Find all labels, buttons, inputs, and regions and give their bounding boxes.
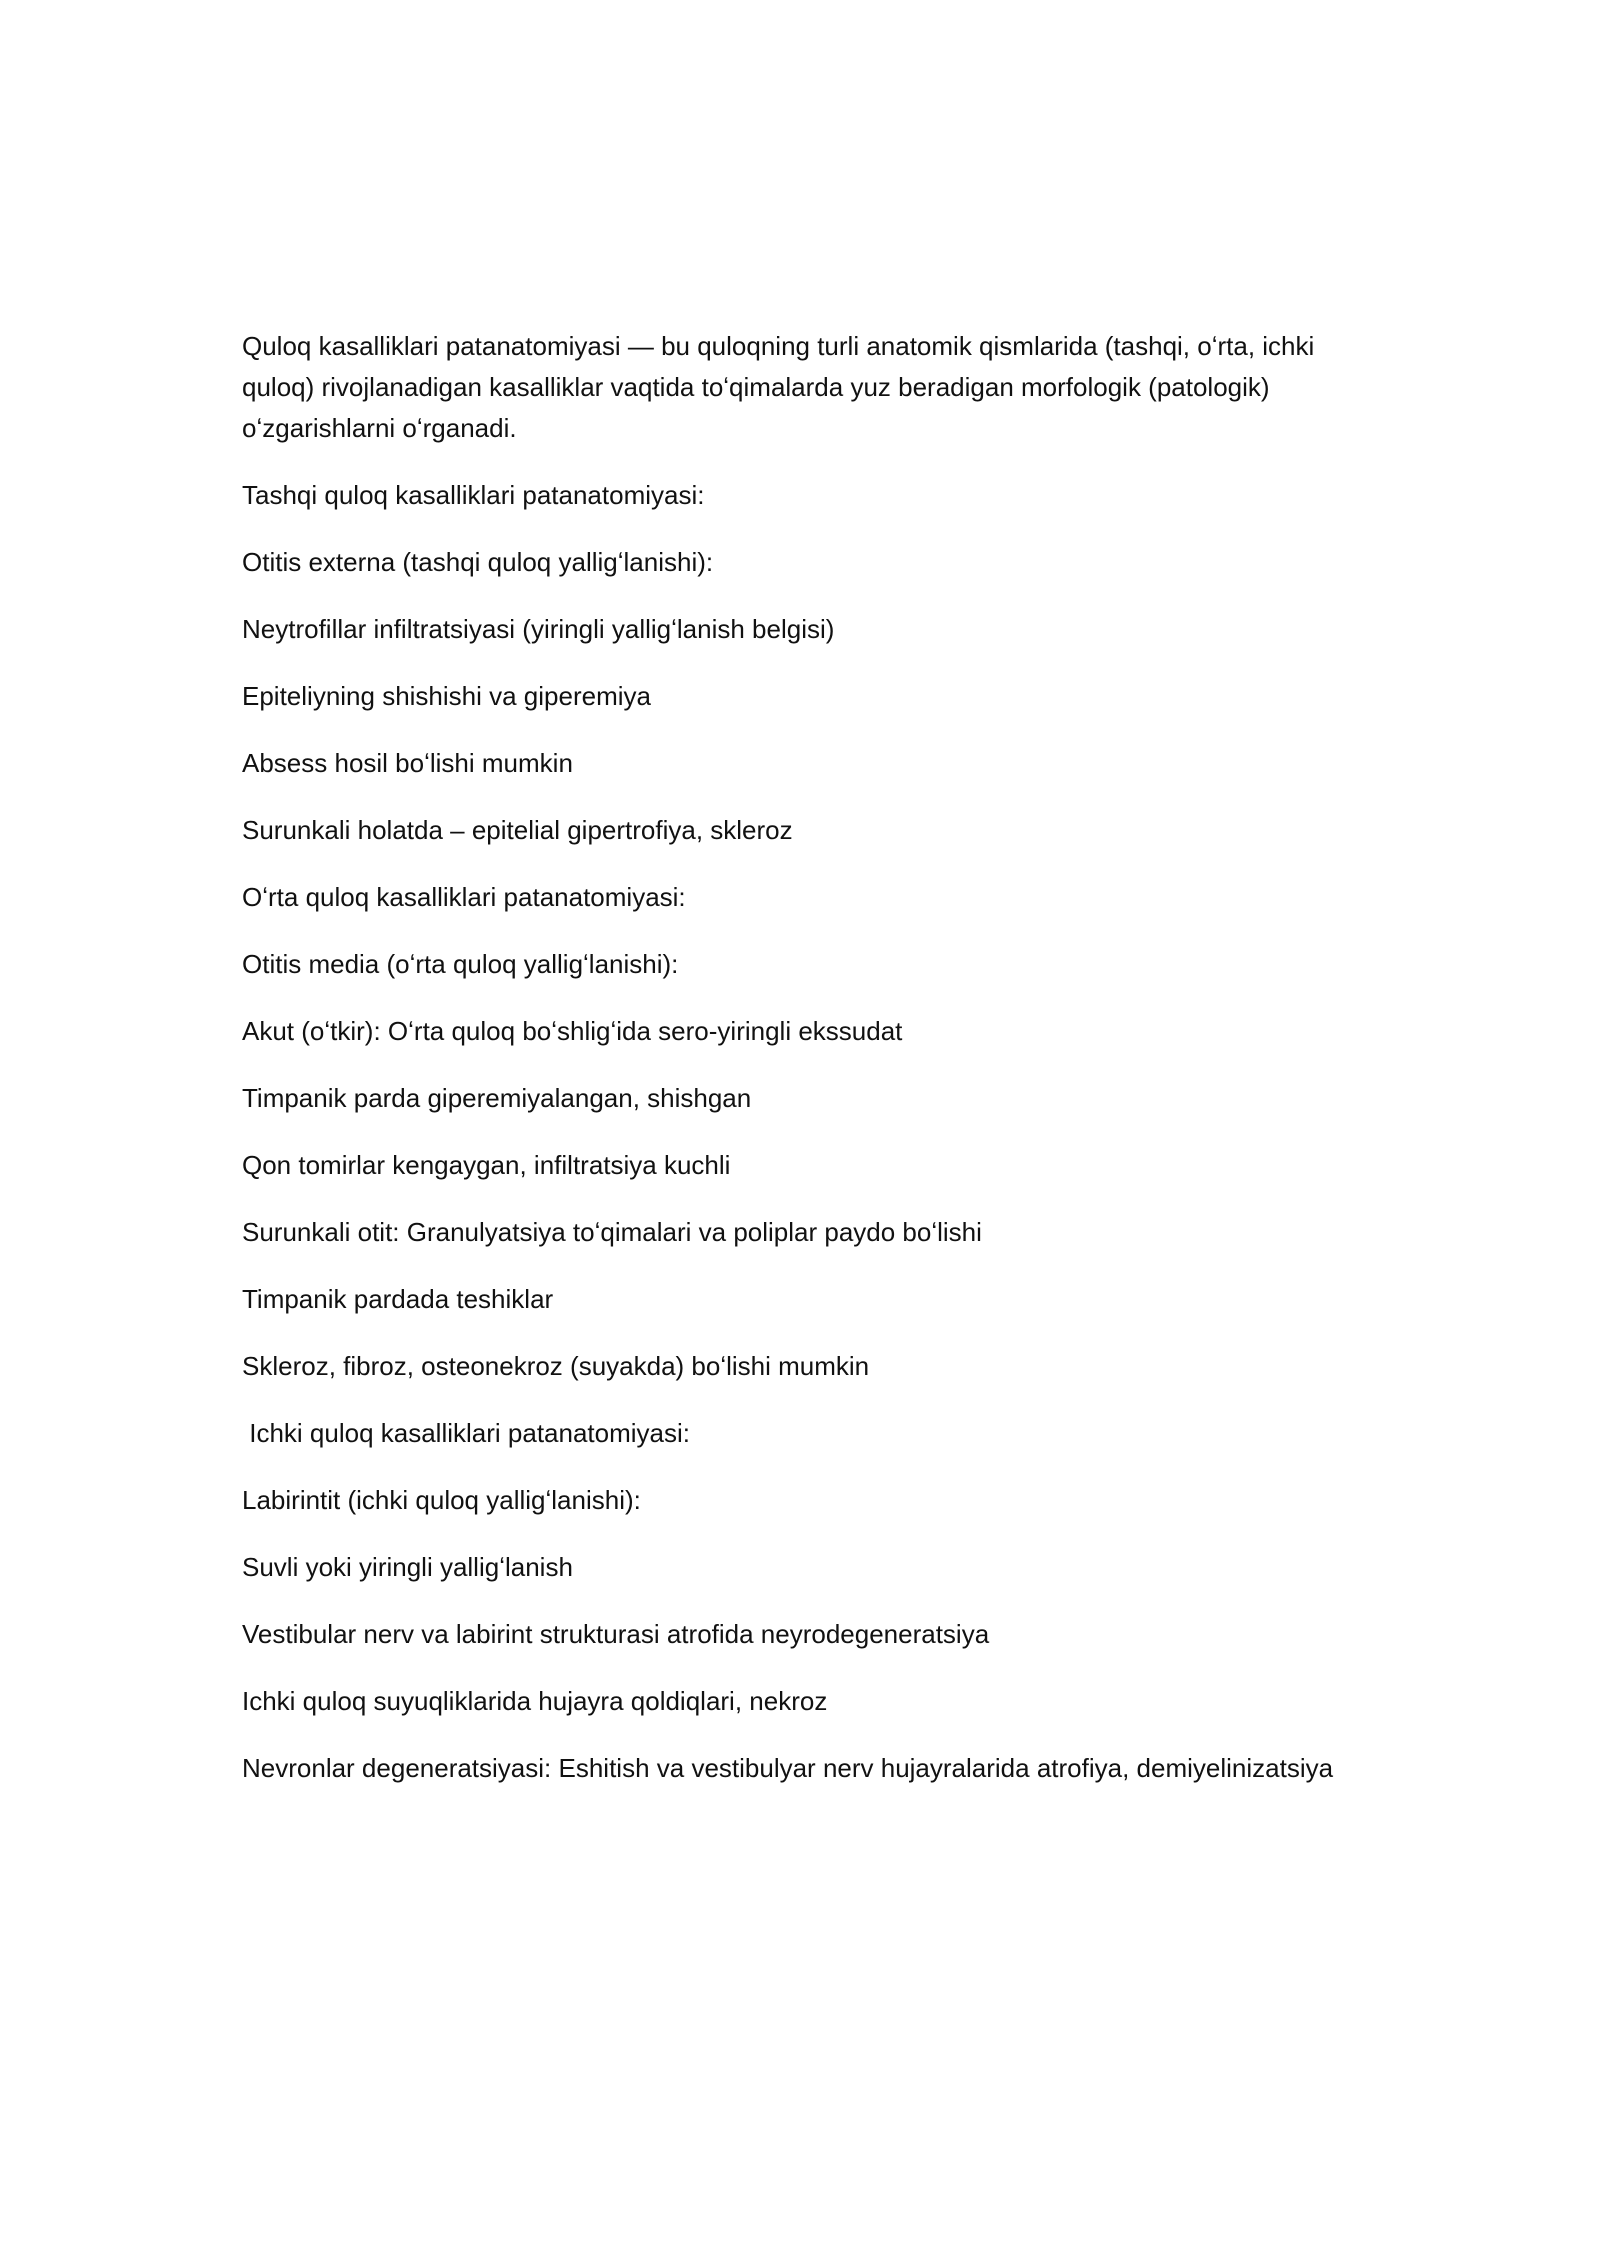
list-item: Suvli yoki yiringli yalligʻlanish — [242, 1552, 573, 1582]
list-item: Akut (oʻtkir): Oʻrta quloq boʻshligʻida sero-yiringli ekssudat — [242, 1016, 903, 1046]
list-item: Vestibular nerv va labirint strukturasi atrofida neyrodegeneratsiya — [242, 1619, 990, 1649]
section-heading-external-ear: Tashqi quloq kasalliklari patanatomiyasi: — [242, 480, 705, 510]
subheading-otitis-externa: Otitis externa (tashqi quloq yalligʻlanishi): — [242, 547, 714, 577]
section-heading-middle-ear: Oʻrta quloq kasalliklari patanatomiyasi: — [242, 882, 686, 912]
list-item: Epiteliyning shishishi va giperemiya — [242, 681, 651, 711]
subheading-labyrinthitis: Labirintit (ichki quloq yalligʻlanishi): — [242, 1485, 641, 1515]
list-item: Timpanik parda giperemiyalangan, shishgan — [242, 1083, 752, 1113]
intro-paragraph: Quloq kasalliklari patanatomiyasi — bu quloqning turli anatomik qismlarida (tashqi, oʻrta, ichki quloq) rivojlanadigan kasalliklar vaqtida toʻqimalarda yuz beradigan morfologik (patologik) oʻzgarishlarni oʻrganadi. — [242, 331, 1322, 443]
list-item: Timpanik pardada teshiklar — [242, 1284, 554, 1314]
list-item: Absess hosil boʻlishi mumkin — [242, 748, 573, 778]
section-heading-inner-ear: Ichki quloq kasalliklari patanatomiyasi: — [242, 1418, 691, 1448]
subheading-otitis-media: Otitis media (oʻrta quloq yalligʻlanishi): — [242, 949, 679, 979]
list-item: Nevronlar degeneratsiyasi: Eshitish va vestibulyar nerv hujayralarida atrofiya, demiyelinizatsiya — [242, 1753, 1334, 1783]
list-item: Neytrofillar infiltratsiyasi (yiringli yalligʻlanish belgisi) — [242, 614, 835, 644]
document-body — [242, 326, 1362, 1815]
list-item: Skleroz, fibroz, osteonekroz (suyakda) boʻlishi mumkin — [242, 1351, 870, 1381]
list-item: Surunkali otit: Granulyatsiya toʻqimalari va poliplar paydo boʻlishi — [242, 1217, 982, 1247]
list-item: Ichki quloq suyuqliklarida hujayra qoldiqlari, nekroz — [242, 1686, 828, 1716]
list-item: Surunkali holatda – epitelial gipertrofiya, skleroz — [242, 815, 793, 845]
list-item: Qon tomirlar kengaygan, infiltratsiya kuchli — [242, 1150, 731, 1180]
